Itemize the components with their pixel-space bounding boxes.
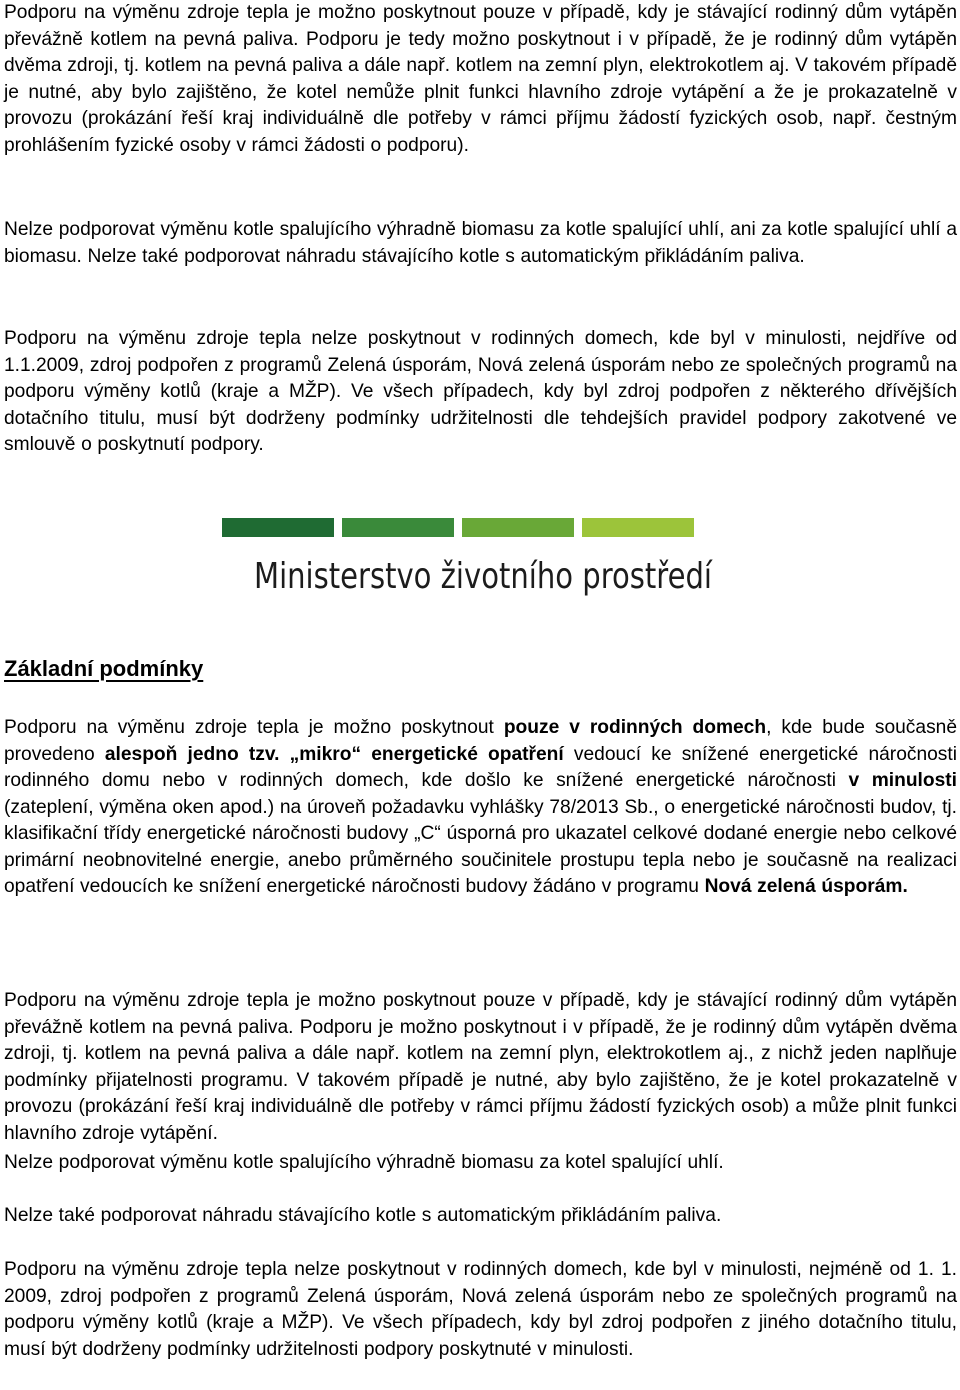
text-run: (zateplení, výměna oken apod.) na úroveň požadavku vyhlášky 78/2013 Sb., o energetické náročnosti budov, tj. klasifikační třídy energetické náročnosti budovy „C“ úsporná pro ukazatel celkové dodané energie nebo celkové primární neobnovitelné energie, anebo průměrného součinitele prostupu tepla nebo je současně na realizaci opatření vedoucích ke snížení energetické náročnosti budovy žádáno v programu: [4, 796, 957, 897]
logo-bar: [222, 518, 334, 537]
paragraph: Podporu na výměnu zdroje tepla nelze poskytnout v rodinných domech, kde byl v minulosti, nejméně od 1. 1. 2009, zdroj podpořen z programů Zelená úsporám, Nová zelená úsporám nebo ze společných programů na podporu výměny kotlů (kraje a MŽP). Ve všech případech, kdy byl zdroj podpořen z jiného dotačního titulu, musí být dodrženy podmínky udržitelnosti podpory poskytnuté v minulosti.: [4, 1259, 957, 1360]
bold-text: v minulosti: [848, 770, 958, 791]
logo-wordmark: Ministerstvo životního prostředí: [254, 556, 713, 597]
text-run: , kde bude současně provedeno: [4, 717, 958, 765]
paragraph: [4, 715, 957, 901]
text-run: Podporu na výměnu zdroje tepla je možno poskytnout: [4, 717, 504, 738]
paragraph: Podporu na výměnu zdroje tepla nelze poskytnout v rodinných domech, kde byl v minulosti, nejdříve od 1.1.2009, zdroj podpořen z programů Zelená úsporám, Nová zelená úsporám nebo ze společných programů na podporu výměny kotlů (kraje a MŽP). Ve všech případech, kdy byl zdroj podpořen z některého dřívějších dotačního titulu, musí být dodrženy podmínky udržitelnosti dle tehdejších pravidel podpory zakotvené ve smlouvě o poskytnutí podpory.: [4, 328, 957, 455]
paragraph: Podporu na výměnu zdroje tepla je možno poskytnout pouze v případě, kdy je stávající rodinný dům vytápěn převážně kotlem na pevná paliva. Podporu je možno poskytnout i v případě, že je rodinný dům vytápěn dvěma zdroji, tj. kotlem na pevná paliva a dále např. kotlem na zemní plyn, elektrokotlem aj., z nichž jeden naplňuje podmínky přijatelnosti programu. V takovém případě je nutné, aby bylo zajištěno, že je kotel prokazatelně v provozu (prokázání řeší kraj individuálně dle potřeby v rámci příjmu žádostí fyzických osob) a může plnit funkci hlavního zdroje vytápění.: [4, 990, 957, 1144]
paragraph: Nelze také podporovat náhradu stávajícího kotle s automatickým přikládáním paliva.: [4, 1205, 722, 1226]
logo-bar: [462, 518, 574, 537]
bold-text: alespoň jedno tzv. „mikro“ energetické opatření: [104, 743, 564, 765]
bold-text: Nová zelená úsporám.: [704, 876, 908, 897]
ministry-logo: [216, 514, 716, 606]
paragraph: Podporu na výměnu zdroje tepla je možno poskytnout pouze v případě, kdy je stávající rodinný dům vytápěn převážně kotlem na pevná paliva. Podporu je tedy možno poskytnout i v případě, že je rodinný dům vytápěn dvěma zdroji, tj. kotlem na pevná paliva a dále např. kotlem na zemní plyn, elektrokotlem aj. V takovém případě je nutné, aby bylo zajištěno, že kotel nemůže plnit funkci hlavního zdroje vytápění a že je prokazatelně v provozu (prokázání řeší kraj individuálně dle potřeby v rámci příjmu žádostí fyzických osob, např. čestným prohlášením fyzické osoby v rámci žádosti o podporu).: [4, 2, 957, 156]
logo-bar: [342, 518, 454, 537]
paragraph: Nelze podporovat výměnu kotle spalujícího výhradně biomasu za kotle spalující uhlí, ani za kotle spalující uhlí a biomasu. Nelze také podporovat náhradu stávajícího kotle s automatickým přikládáním paliva.: [4, 219, 957, 267]
paragraph: Nelze podporovat výměnu kotle spalujícího výhradně biomasu za kotel spalující uhlí.: [4, 1152, 724, 1173]
logo-bar: [582, 518, 694, 537]
bold-text: pouze v rodinných domech: [503, 717, 767, 738]
ministry-logo-graphic: [216, 514, 716, 606]
section-heading: Základní podmínky: [4, 656, 204, 681]
text-run: vedoucí ke snížené energetické náročnosti rodinného domu nebo v rodinných domech, kde došlo ke snížené energetické náročnosti: [4, 743, 957, 791]
